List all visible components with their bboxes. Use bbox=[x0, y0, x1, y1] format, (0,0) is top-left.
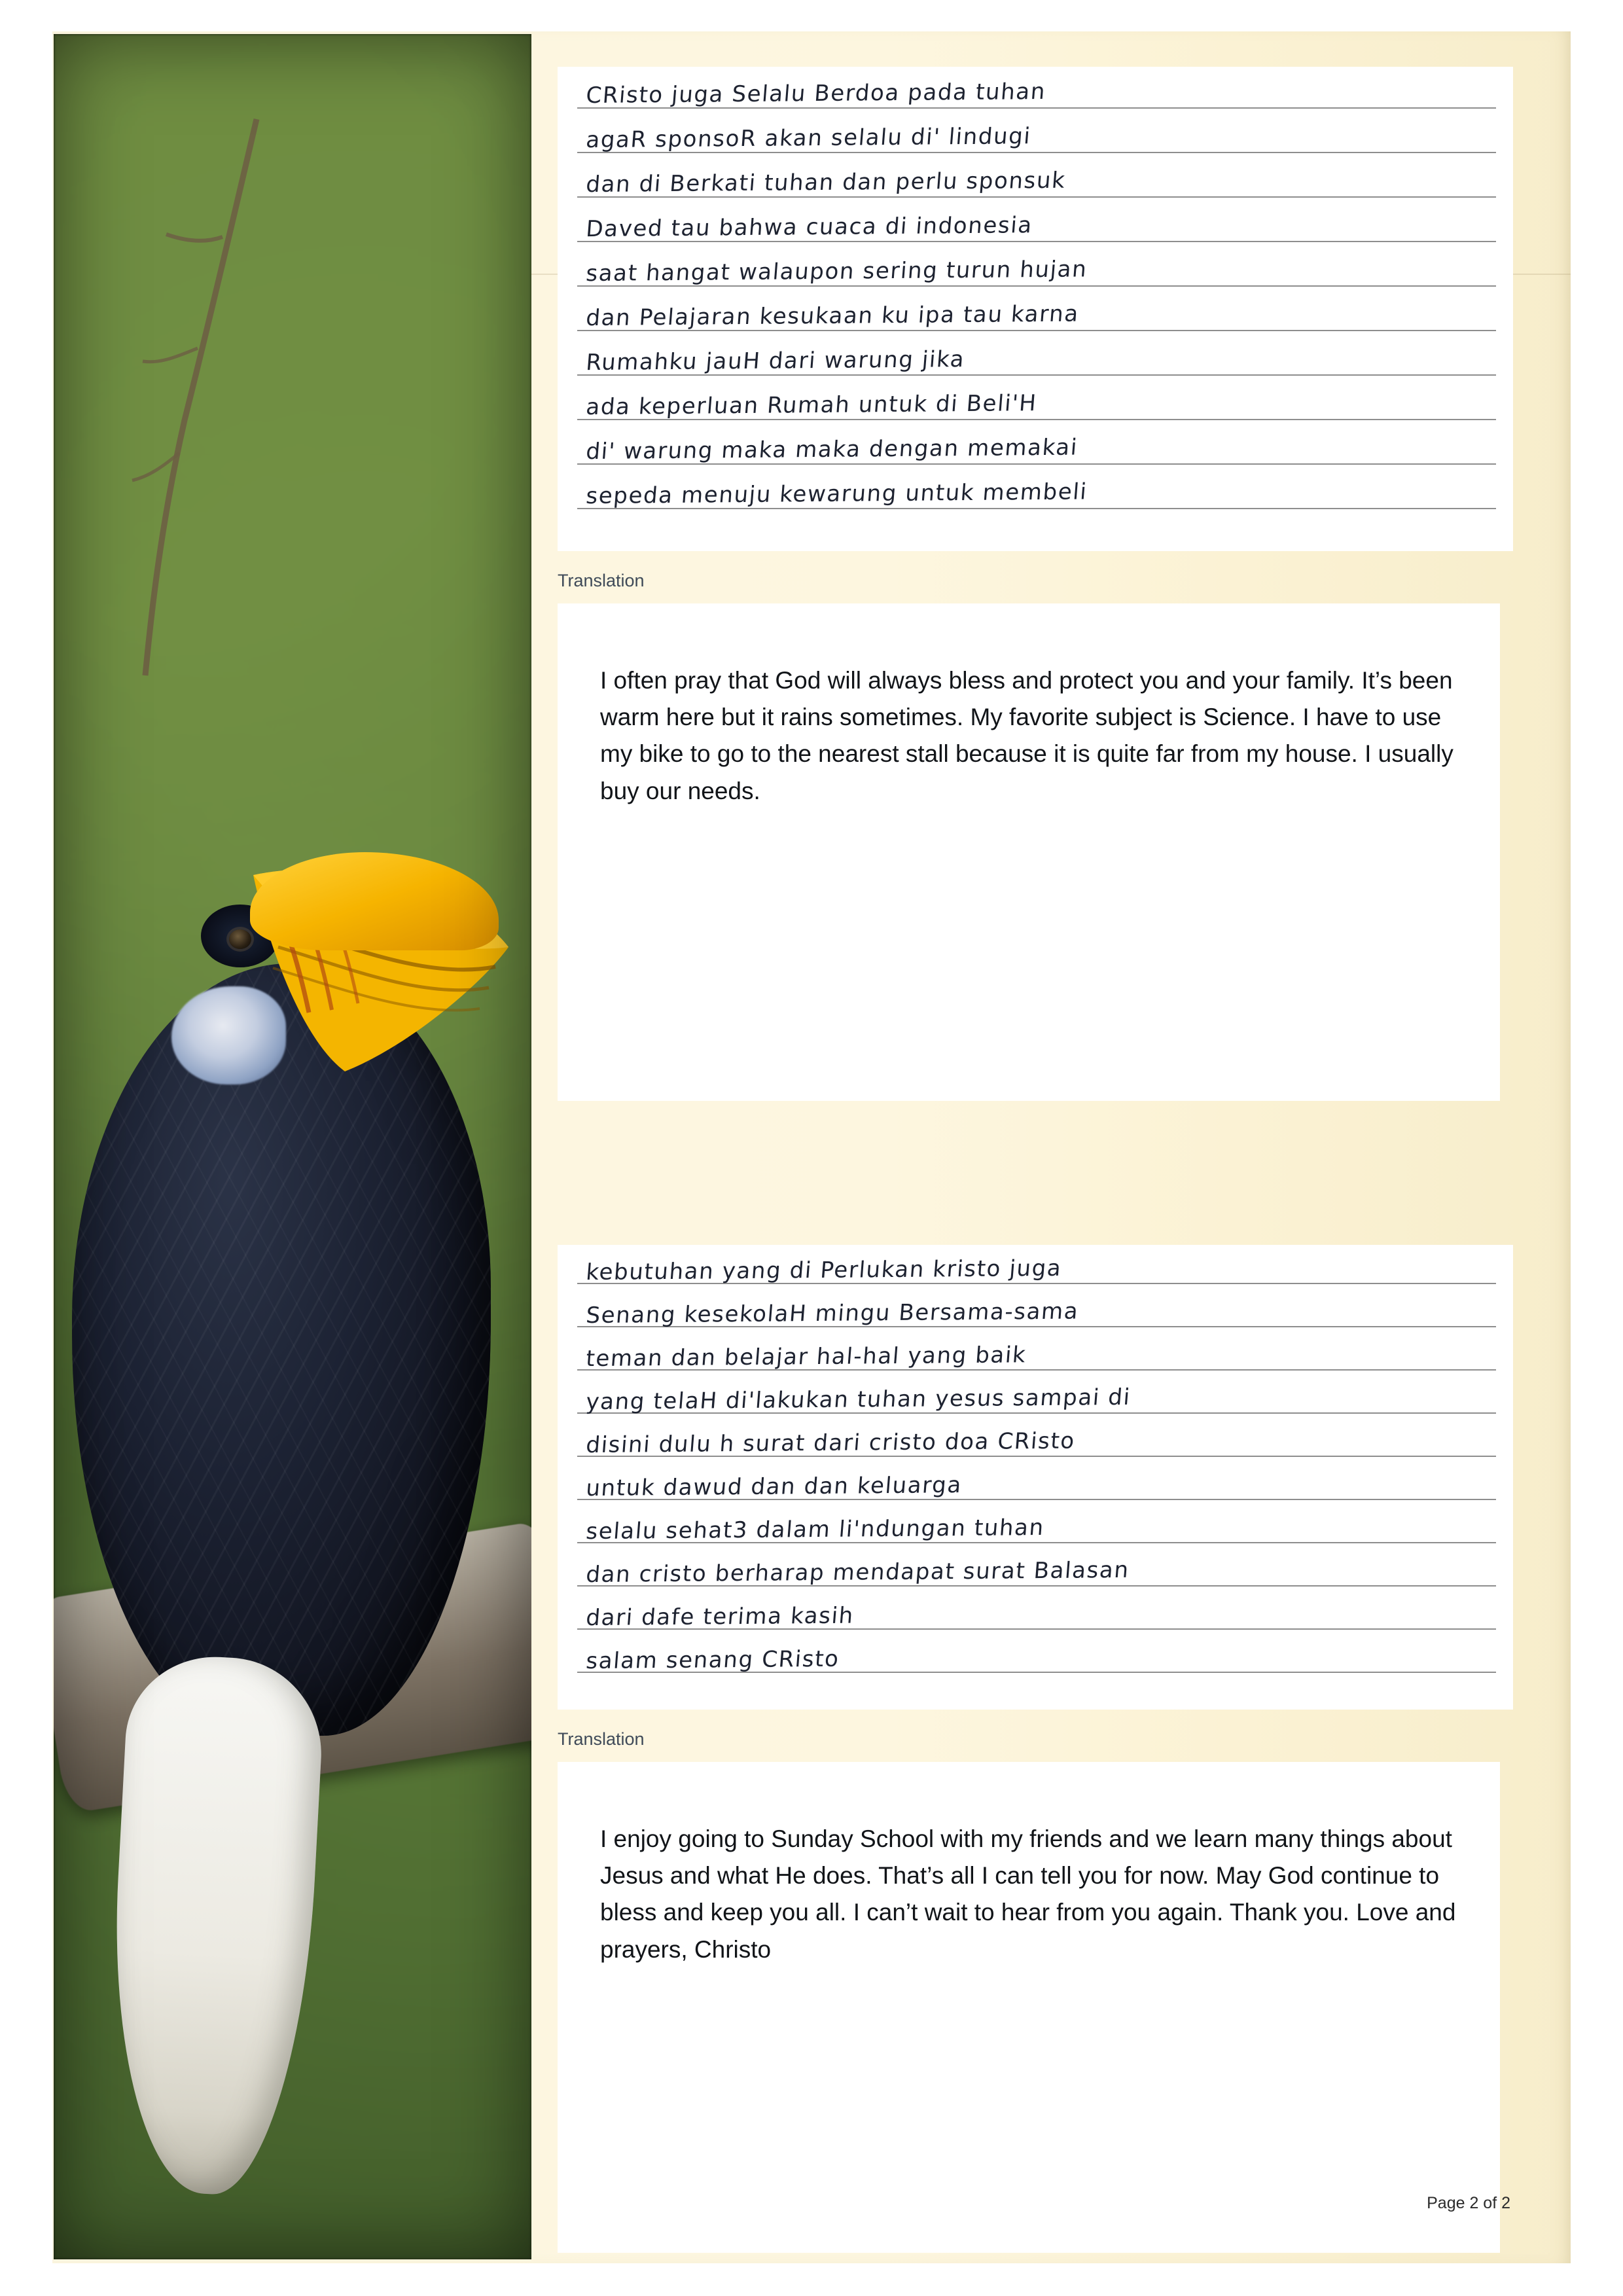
handwriting-block-1 bbox=[558, 67, 1513, 551]
handwriting-line: dan di Berkati tuhan dan perlu sponsuk bbox=[584, 167, 1067, 198]
twig-branch-icon bbox=[93, 113, 276, 715]
handwriting-line: yang telaH di'lakukan tuhan yesus sampai di bbox=[584, 1384, 1132, 1416]
handwriting-line: CRisto juga Selalu Berdoa pada tuhan bbox=[584, 78, 1047, 109]
handwriting-line: teman dan belajar hal-hal yang baik bbox=[584, 1342, 1027, 1372]
handwriting-line: kebutuhan yang di Perlukan kristo juga bbox=[584, 1255, 1063, 1286]
handwriting-block-2 bbox=[558, 1245, 1513, 1710]
translation-text-1: I often pray that God will always bless and protect you and your family. It’s been warm here but it rains sometimes. My favorite subject is Science. I have to use my bike to go to the nearest stall because it is quite far from my house. I usually buy our needs. bbox=[600, 667, 1454, 804]
handwriting-line: salam senang CRisto bbox=[584, 1645, 841, 1675]
handwriting-line: dari dafe terima kasih bbox=[584, 1602, 855, 1632]
handwriting-line: dan Pelajaran kesukaan ku ipa tau karna bbox=[584, 300, 1080, 332]
handwriting-line: dan cristo berharap mendapat surat Balasan bbox=[584, 1556, 1131, 1588]
translation-label-2: Translation bbox=[558, 1729, 645, 1749]
page-footer: Page 2 of 2 bbox=[1427, 2194, 1510, 2212]
handwriting-line: agaR sponsoR akan selalu di' lindugi bbox=[584, 123, 1033, 154]
handwriting-line: Senang kesekolaH mingu Bersama-sama bbox=[584, 1298, 1080, 1329]
handwriting-line: Rumahku jauH dari warung jika bbox=[584, 346, 966, 376]
handwriting-line: selalu sehat3 dalam li'ndungan tuhan bbox=[584, 1514, 1046, 1545]
handwriting-line: ada keperluan Rumah untuk di Beli'H bbox=[584, 390, 1039, 421]
letter-content bbox=[531, 34, 1571, 2259]
handwriting-line: sepeda menuju kewarung untuk membeli bbox=[584, 478, 1089, 510]
hornbill-bird-photo bbox=[54, 34, 531, 2259]
translation-text-2: I enjoy going to Sunday School with my friends and we learn many things about Jesus and what He does. That’s all I can tell you for now. May God continue to bless and keep you all. I can’t wait to hear from you again. Thank you. Love and prayers, Christo bbox=[600, 1825, 1456, 1963]
translation-label-1: Translation bbox=[558, 571, 645, 590]
handwriting-line: saat hangat walaupon sering turun hujan bbox=[584, 256, 1088, 287]
handwriting-line: disini dulu h surat dari cristo doa CRisto bbox=[584, 1427, 1077, 1459]
handwriting-line: Daved tau bahwa cuaca di indonesia bbox=[584, 212, 1034, 243]
handwriting-line: di' warung maka maka dengan memakai bbox=[584, 434, 1079, 465]
handwriting-line: untuk dawud dan dan keluarga bbox=[584, 1472, 963, 1502]
